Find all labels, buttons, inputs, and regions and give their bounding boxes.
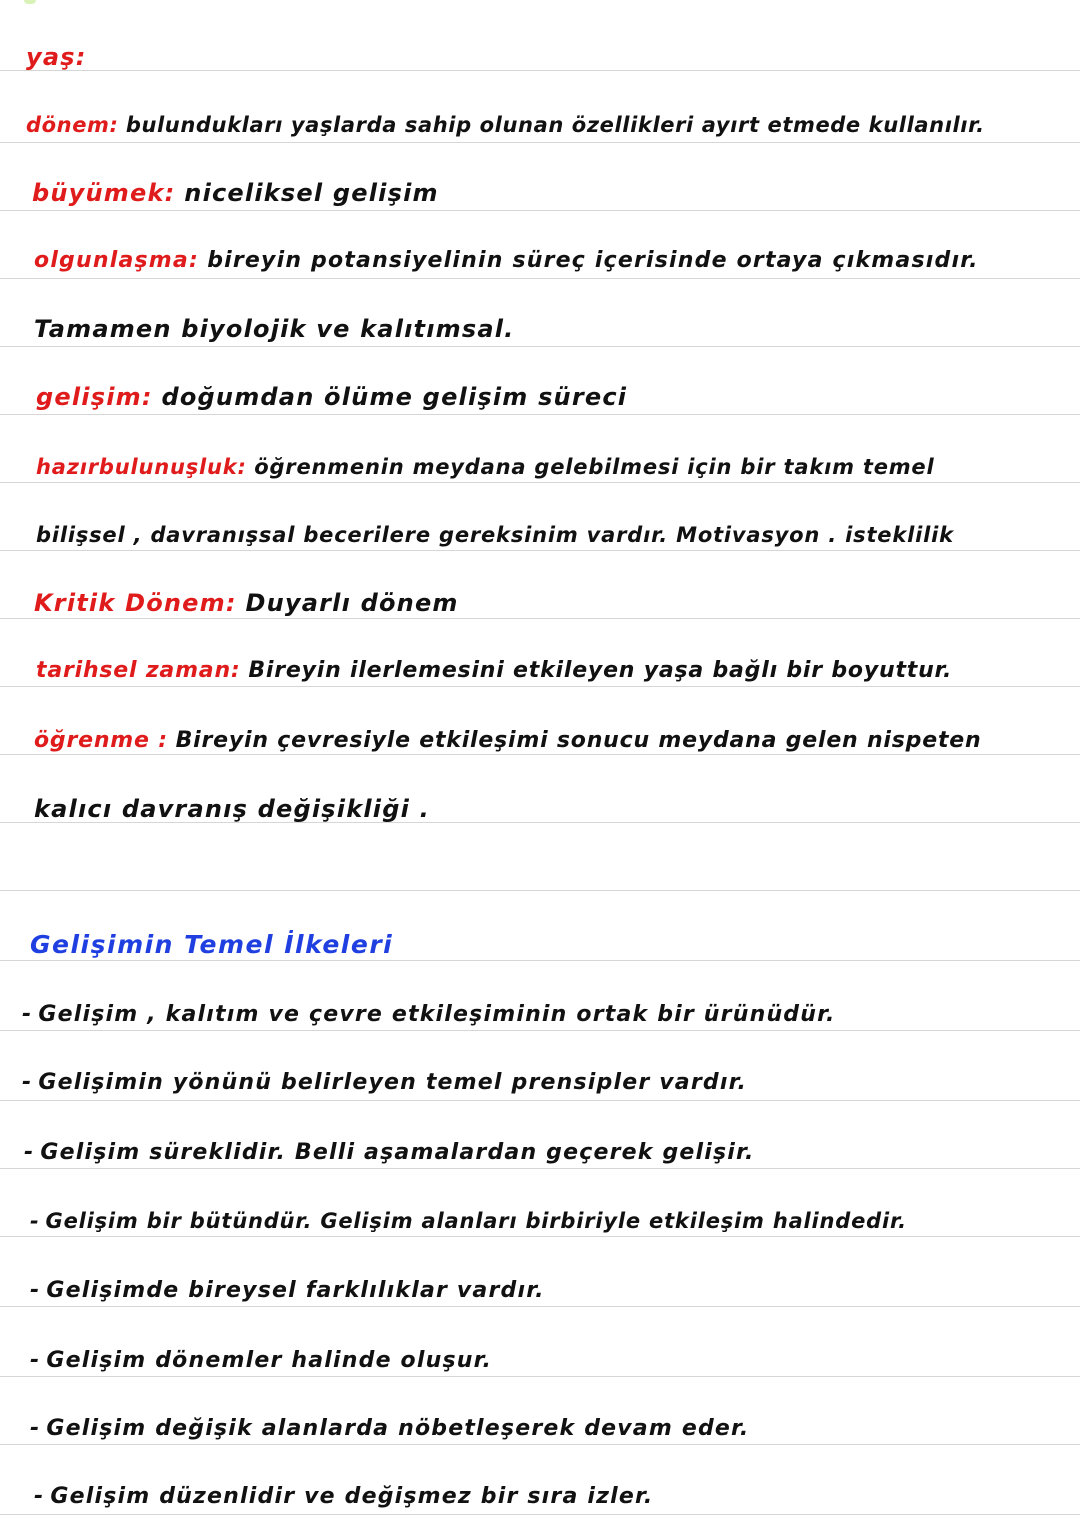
ruled-line: [0, 890, 1080, 891]
definition-kritik-donem: [34, 588, 459, 618]
definition-text: Duyarlı dönem: [245, 589, 459, 617]
bullet-dash: -: [24, 1140, 35, 1165]
definition-ogrenme: [34, 726, 981, 756]
definition-tarihsel-zaman: [36, 656, 952, 686]
principle-text: Gelişimin yönünü belirleyen temel prensipler vardır.: [38, 1070, 748, 1095]
bullet-dash: -: [34, 1484, 45, 1509]
definition-yas: [26, 42, 87, 72]
ruled-line: [0, 1444, 1080, 1445]
ruled-line: [0, 414, 1080, 415]
principle-item: [30, 1276, 545, 1306]
bullet-dash: -: [30, 1278, 41, 1303]
principle-text: Gelişim süreklidir. Belli aşamalardan geçerek gelişir.: [40, 1140, 755, 1165]
principle-item: [22, 1068, 747, 1098]
definition-gelisim: [36, 382, 627, 412]
principle-text: Gelişim düzenlidir ve değişmez bir sıra izler.: [50, 1484, 654, 1509]
definition-text: bireyin potansiyelinin süreç içerisinde ortaya çıkmasıdır.: [207, 248, 979, 273]
definition-text: doğumdan ölüme gelişim süreci: [161, 383, 628, 411]
bullet-dash: -: [30, 1348, 41, 1373]
ruled-line: [0, 1168, 1080, 1169]
ruled-line: [0, 618, 1080, 619]
ruled-line: [0, 686, 1080, 687]
definition-text: bilişsel , davranışsal becerilere gereksinim vardır. Motivasyon . isteklilik: [36, 523, 954, 547]
definition-term: olgunlaşma:: [34, 248, 199, 273]
bullet-dash: -: [22, 1070, 33, 1095]
ruled-line: [0, 1236, 1080, 1237]
definition-text: Bireyin çevresiyle etkileşimi sonucu meydana gelen nispeten: [175, 728, 982, 753]
principle-item: [30, 1346, 492, 1376]
definition-hazirbulunusluk-continued: [36, 520, 954, 550]
ruled-line: [0, 1306, 1080, 1307]
ruled-line: [0, 1030, 1080, 1031]
ruled-line: [0, 550, 1080, 551]
ruled-line: [0, 278, 1080, 279]
definition-olgunlasma: [34, 246, 979, 276]
definition-text: öğrenmenin meydana gelebilmesi için bir takım temel: [254, 455, 935, 479]
principle-text: Gelişim , kalıtım ve çevre etkileşiminin ortak bir ürünüdür.: [38, 1002, 836, 1027]
definition-text: niceliksel gelişim: [184, 179, 439, 207]
bullet-dash: -: [30, 1416, 41, 1441]
ruled-line: [0, 142, 1080, 143]
principle-item: [30, 1206, 907, 1236]
definition-olgunlasma-continued: [34, 314, 515, 344]
principle-item: [30, 1414, 750, 1444]
ruled-line: [0, 70, 1080, 71]
definition-term: yaş:: [26, 43, 87, 71]
definition-hazirbulunusluk: [36, 452, 934, 482]
ruled-line: [0, 482, 1080, 483]
principle-text: Gelişim bir bütündür. Gelişim alanları birbiriyle etkileşim halindedir.: [45, 1209, 907, 1233]
ruled-line: [0, 1376, 1080, 1377]
definition-text: kalıcı davranış değişikliği .: [34, 795, 430, 823]
definition-ogrenme-continued: [34, 794, 430, 824]
ruled-line: [0, 1100, 1080, 1101]
definition-term: gelişim:: [36, 383, 153, 411]
definition-term: dönem:: [26, 113, 119, 137]
definition-term: hazırbulunuşluk:: [36, 455, 247, 479]
definition-donem: [26, 110, 985, 140]
definition-term: öğrenme :: [34, 728, 168, 753]
principle-item: [34, 1482, 653, 1512]
bullet-dash: -: [22, 1002, 33, 1027]
principle-text: Gelişim değişik alanlarda nöbetleşerek devam eder.: [46, 1416, 750, 1441]
bullet-dash: -: [30, 1209, 40, 1233]
definition-term: büyümek:: [32, 179, 176, 207]
definition-buyumek: [32, 178, 439, 208]
definition-text: Tamamen biyolojik ve kalıtımsal.: [34, 315, 515, 343]
principle-item: [22, 1000, 836, 1030]
ruled-line: [0, 960, 1080, 961]
principle-text: Gelişim dönemler halinde oluşur.: [46, 1348, 493, 1373]
principles-heading: Gelişimin Temel İlkeleri: [30, 930, 394, 959]
ruled-line: [0, 346, 1080, 347]
definition-term: tarihsel zaman:: [36, 658, 241, 683]
definition-text: Bireyin ilerlemesini etkileyen yaşa bağlı bir boyuttur.: [248, 658, 953, 683]
definition-term: Kritik Dönem:: [34, 589, 237, 617]
definition-text: bulundukları yaşlarda sahip olunan özellikleri ayırt etmede kullanılır.: [125, 113, 985, 137]
principle-item: [24, 1138, 755, 1168]
principle-text: Gelişimde bireysel farklılıklar vardır.: [46, 1278, 545, 1303]
corner-highlight-mark: [24, 0, 36, 4]
ruled-line: [0, 1514, 1080, 1515]
ruled-line: [0, 210, 1080, 211]
